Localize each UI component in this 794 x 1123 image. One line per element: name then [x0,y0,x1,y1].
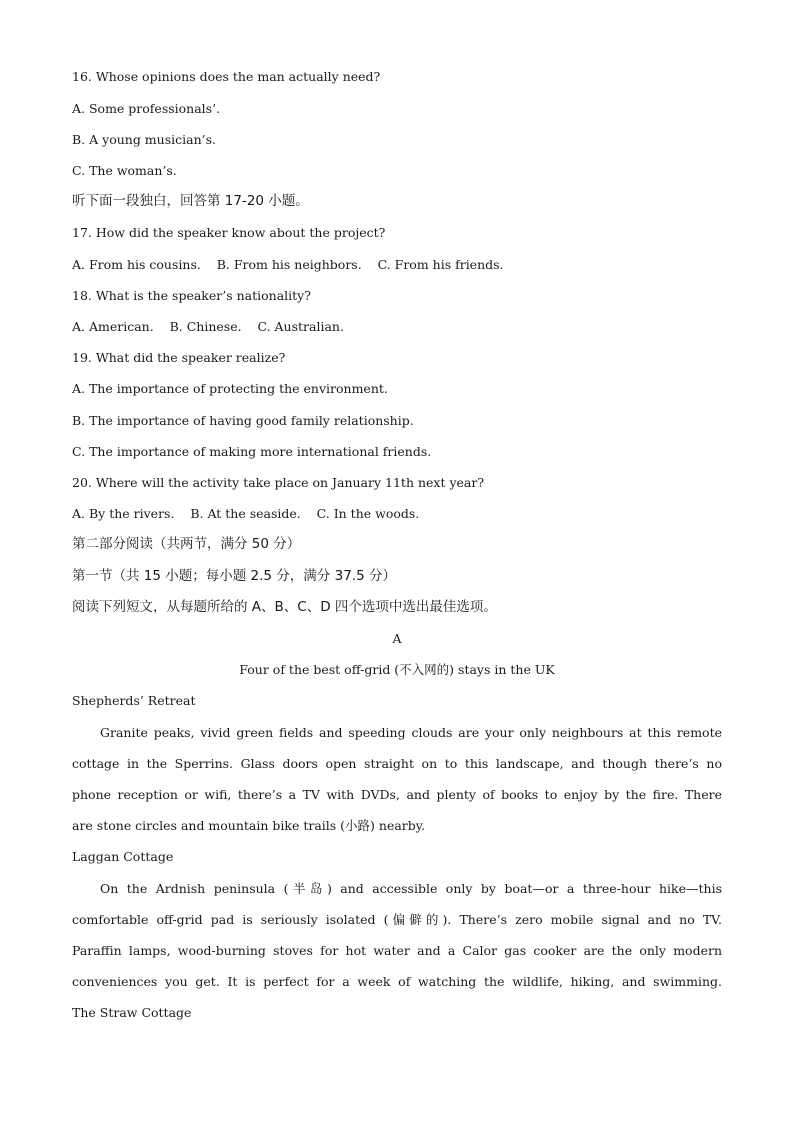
q19-question: 19. What did the speaker realize? [72,350,286,365]
paragraph-line: Granite peaks, vivid green fields and speeding clouds are your only neighbours at this remote [100,725,722,740]
paragraph-line: comfortable off-grid pad is seriously isolated (偏僻的). There’s zero mobile signal and no TV. [72,912,722,927]
paragraph-line: cottage in the Sperrins. Glass doors open straight on to this landscape, and though there’s no [72,756,722,771]
q16-option-b: B. A young musician’s. [72,132,216,147]
q19-option-a: A. The importance of protecting the environment. [72,381,388,396]
reading-part-title: 第二部分阅读（共两节，满分 50 分） [72,536,301,552]
passage-letter: A [392,631,402,646]
paragraph-line: are stone circles and mountain bike trails (小路) nearby. [72,818,426,833]
q19-option-b: B. The importance of having good family relationship. [72,413,414,428]
section-heading-laggan-cottage: Laggan Cottage [72,849,174,864]
reading-section-title: 第一节（共 15 小题；每小题 2.5 分，满分 37.5 分） [72,568,396,584]
section-heading-straw-cottage: The Straw Cottage [72,1005,192,1020]
q20-question: 20. Where will the activity take place on January 11th next year? [72,475,485,490]
q17-question: 17. How did the speaker know about the project? [72,225,386,240]
paragraph-line: Paraffin lamps, wood-burning stoves for hot water and a Calor gas cooker are the only modern [72,943,722,958]
reading-instruction: 阅读下列短文，从每题所给的 A、B、C、D 四个选项中选出最佳选项。 [72,599,497,615]
paragraph-line: phone reception or wifi, there’s a TV with DVDs, and plenty of books to enjoy by the fire. There [72,787,722,802]
q18-options: A. American. B. Chinese. C. Australian. [72,319,344,334]
q16-option-c: C. The woman’s. [72,163,177,178]
q16-question: 16. Whose opinions does the man actually need? [72,69,381,84]
q19-option-c: C. The importance of making more international friends. [72,444,432,459]
passage-title: Four of the best off-grid (不入网的) stays in the UK [239,662,555,677]
section-heading-shepherds-retreat: Shepherds’ Retreat [72,693,196,708]
paragraph-line: On the Ardnish peninsula (半岛) and accessible only by boat—or a three-hour hike—this [100,881,722,896]
q20-options: A. By the rivers. B. At the seaside. C. In the woods. [72,506,420,521]
monologue-instruction: 听下面一段独白，回答第 17-20 小题。 [72,193,309,209]
q16-option-a: A. Some professionals’. [72,101,221,116]
q17-options: A. From his cousins. B. From his neighbors. C. From his friends. [72,257,504,272]
q18-question: 18. What is the speaker’s nationality? [72,288,311,303]
paragraph-line: conveniences you get. It is perfect for a week of watching the wildlife, hiking, and swimming. [72,974,722,989]
